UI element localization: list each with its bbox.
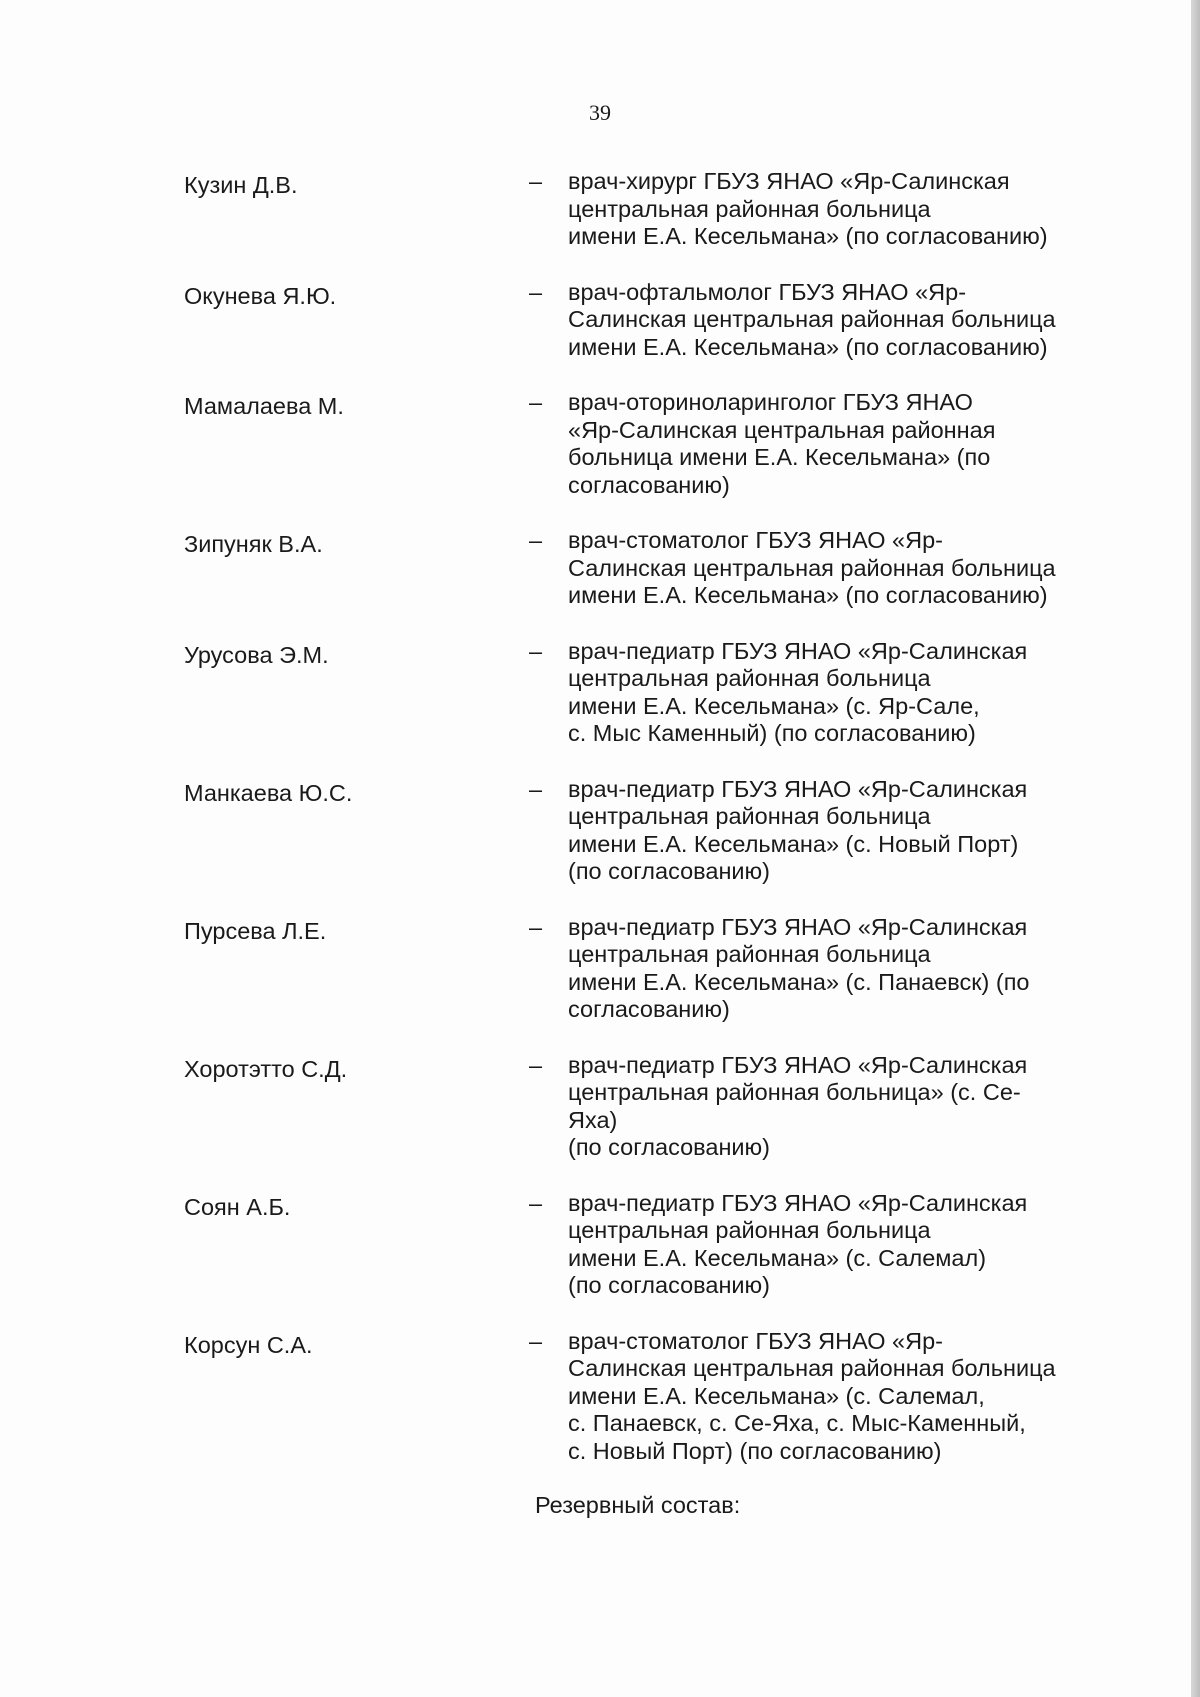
list-item [184,1190,1114,1300]
member-position: врач-педиатр ГБУЗ ЯНАО «Яр-Салинская центральная районная больница имени Е.А. Кесельмана» (с. Панаевск) (по согласованию) [568,913,1030,1022]
member-list [184,168,1114,1493]
dash: – [529,1189,543,1216]
member-name: Урусова Э.М. [184,641,329,668]
member-position: врач-оториноларинголог ГБУЗ ЯНАО «Яр-Салинская центральная районная больница имени Е.А. Кесельмана» (по согласованию) [568,389,996,498]
member-position: врач-педиатр ГБУЗ ЯНАО «Яр-Салинская центральная районная больница имени Е.А. Кесельмана» (с. Салемал) (по согласованию) [568,1189,1028,1298]
member-name: Окунева Я.Ю. [184,282,337,309]
list-item [184,1328,1114,1466]
page-number: 39 [589,100,611,125]
member-name: Зипуняк В.А. [184,531,323,557]
member-position: врач-педиатр ГБУЗ ЯНАО «Яр-Салинская центральная районная больница имени Е.А. Кесельмана» (с. Новый Порт) (по согласованию) [568,775,1028,884]
member-position: врач-офтальмолог ГБУЗ ЯНАО «Яр- Салинская центральная районная больница имени Е.А. Кесельмана» (по согласованию) [568,278,1056,360]
member-position: врач-хирург ГБУЗ ЯНАО «Яр-Салинская центральная районная больница имени Е.А. Кесельмана» (по согласованию) [568,168,1048,249]
member-name: Пурсева Л.Е. [184,917,327,944]
reserve-heading: Резервный состав: [535,1492,741,1518]
dash: – [529,637,543,664]
dash: – [529,1051,543,1078]
member-name: Хоротэтто С.Д. [184,1055,348,1082]
list-item [184,527,1114,610]
dash: – [529,389,543,415]
list-item [184,914,1114,1024]
list-item [184,776,1114,886]
list-item [184,389,1114,499]
dash: – [529,168,543,194]
dash: – [529,527,543,553]
list-item [184,638,1114,748]
member-name: Мамалаева М. [184,393,344,419]
scan-edge-shadow [1191,0,1200,1697]
member-name: Кузин Д.В. [184,172,298,198]
member-position: врач-педиатр ГБУЗ ЯНАО «Яр-Салинская центральная районная больница имени Е.А. Кесельмана» (с. Яр-Сале, с. Мыс Каменный) (по согласованию) [568,637,1028,746]
list-item [184,168,1114,251]
list-item [184,1052,1114,1162]
member-name: Манкаева Ю.С. [184,779,353,806]
member-position: врач-стоматолог ГБУЗ ЯНАО «Яр- Салинская центральная районная больница имени Е.А. Кесельмана» (по согласованию) [568,527,1056,608]
member-position: врач-стоматолог ГБУЗ ЯНАО «Яр- Салинская центральная районная больница имени Е.А. Кесельмана» (с. Салемал, с. Панаевск, с. Се-Яха, с. Мыс-Каменный, с. Новый Порт) (по согласованию) [568,1327,1056,1464]
member-name: Соян А.Б. [184,1193,291,1220]
dash: – [529,913,543,940]
member-name: Корсун С.А. [184,1331,313,1358]
list-item [184,279,1114,362]
dash: – [529,775,543,802]
dash: – [529,278,543,305]
member-position: врач-педиатр ГБУЗ ЯНАО «Яр-Салинская центральная районная больница» (с. Се- Яха) (по согласованию) [568,1051,1028,1160]
dash: – [529,1327,543,1354]
